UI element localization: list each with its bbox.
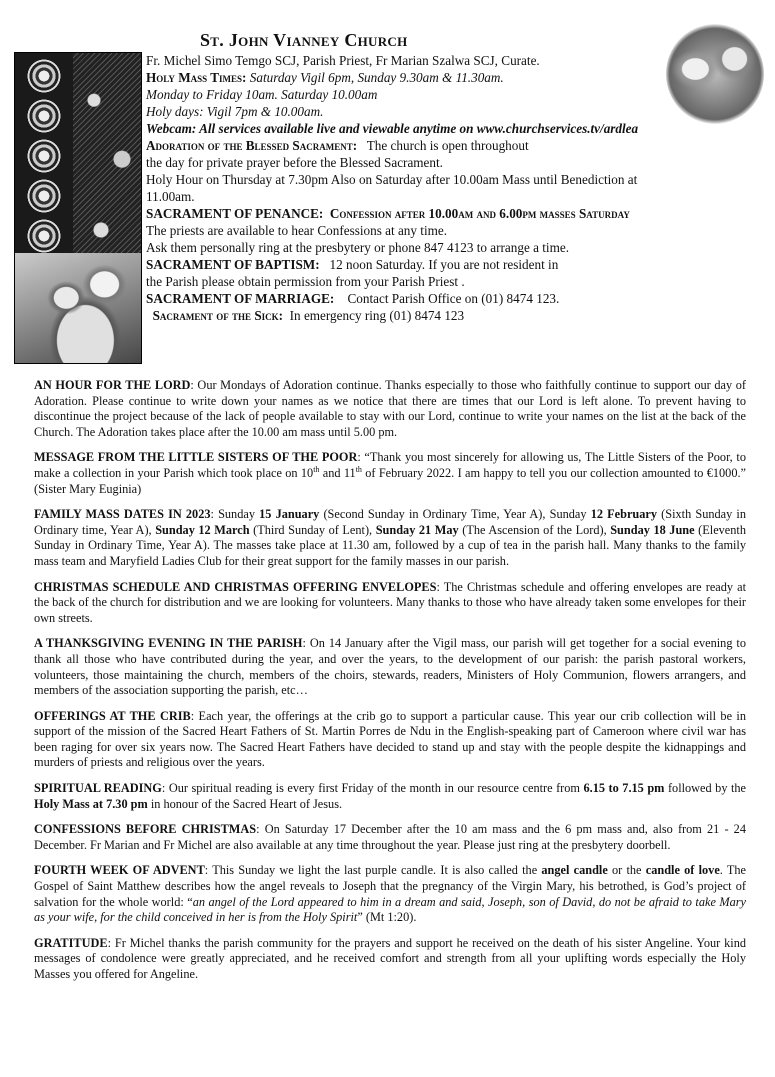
baptism-line — [146, 256, 766, 273]
adoration-label: Adoration of the Blessed Sacrament: — [146, 138, 358, 153]
penance-text-1: The priests are available to hear Confessions at any time. — [146, 223, 448, 238]
mass-times-line — [146, 69, 766, 86]
superscript: th — [313, 464, 320, 474]
mass-date: Sunday 18 June — [610, 522, 695, 537]
notice-spiritual-reading — [34, 781, 746, 812]
notice-text: : On 14 January after the Vigil mass, our parish will get together for a social evening to thank all those who have contributed during the year, and over the years, to the development of our parish: the parish pastoral workers, volunteers, those maintaining the church, members of the choirs, stewards, readers, Ministers of Holy Communion, flowers arrangers, and members of the association supporting the parish, etc… — [34, 636, 746, 698]
mass-times-weekday: Monday to Friday 10am. Saturday 10.00am — [146, 87, 378, 102]
ornamental-border-illustration — [14, 52, 142, 364]
notice-text: : On Saturday 17 December after the 10 am mass and the 6 pm mass and, also from 21 - 24 December. Fr Marian and Fr Michel are also available at any time throughout the year. Please just ring at the presbytery doorbell. — [34, 822, 746, 852]
mass-date: Sunday 21 May — [375, 522, 459, 537]
notice-text: : Each year, the offerings at the crib go to support a particular cause. This year our crib collection will be in support of the mission of the Sacred Heart Fathers of St. Martin Porres de Ndu in the English-speaking part of Cameroon where civil war has been raging for over six years now. The Sacred Heart Fathers have decided to stand up and stay with the people despite the kidnappings and murders of priests and religious over the years. — [34, 708, 747, 770]
notice-text: . The Gospel of Saint Matthew describes how the angel reveals to Joseph that the pregnancy of the Virgin Mary, his betrothed, is God’s project of salvation for the whole world: “ — [34, 863, 746, 909]
notice-heading: CHRISTMAS SCHEDULE AND CHRISTMAS OFFERING ENVELOPES — [34, 579, 437, 594]
notice-text: in honour of the Sacred Heart of Jesus. — [147, 796, 343, 811]
superscript: th — [355, 464, 362, 474]
mass-date: Sunday 12 March — [155, 522, 250, 537]
reading-time: 6.15 to 7.15 pm — [583, 781, 665, 796]
baptism-text-2: the Parish please obtain permission from your Parish Priest . — [146, 274, 465, 289]
notice-text: of February 2022. I am happy to tell you our collection amounted to €1000.” (Sister Mary Euginia) — [34, 465, 746, 496]
medallion-icon — [27, 179, 61, 213]
notice-christmas-schedule — [34, 580, 746, 627]
notice-text: (The Ascension of the Lord), — [458, 522, 611, 537]
notice-confessions — [34, 822, 746, 853]
holy-hour-line: Holy Hour on Thursday at 7.30pm Also on Saturday after 10.00am Mass until Benediction at — [146, 172, 638, 187]
holy-hour-line-2: 11.00am. — [146, 189, 195, 204]
notice-text: : The Christmas schedule and offering envelopes are ready at the back of the church for distribution and we are looking for volunteers. Many thanks to those who have already taken some envelopes for their own streets. — [34, 579, 747, 625]
notice-family-mass — [34, 507, 746, 569]
medallion-icon — [27, 59, 61, 93]
notice-thanksgiving-evening — [34, 636, 746, 698]
pieta-illustration — [15, 253, 142, 364]
notice-text: (Sixth Sunday in Ordinary time, Year A), — [34, 507, 746, 537]
notice-text: : “Thank you most sincerely for allowing us, The Little Sisters of the Poor, to make a collection in your Parish which took place on 10 — [34, 450, 746, 480]
penance-text-2: Ask them personally ring at the presbytery or phone 847 4123 to arrange a time. — [146, 240, 569, 255]
medallion-icon — [27, 139, 61, 173]
mass-times-weekend: Saturday Vigil 6pm, Sunday 9.30am & 11.30am. — [249, 70, 504, 85]
notice-text: : Our Mondays of Adoration continue. Thanks especially to those who faithfully continue to support our day of Adoration. Please continue to write down your names as we notice that there are times that our Lord is left alone. To prevent having to discontinue the project because of the lack of people available to stay with our Lord, continue to write your names on the list at the back of the Church. The Adoration takes place after the 10.00 am mass until 5.00 pm. — [34, 378, 746, 439]
notice-heading: FOURTH WEEK OF ADVENT — [34, 863, 205, 878]
mass-date: 12 February — [590, 507, 657, 522]
medallion-icon — [27, 219, 61, 253]
notice-heading: SPIRITUAL READING — [34, 781, 162, 796]
adoration-line — [146, 137, 766, 154]
notice-text: : Sunday — [210, 507, 260, 522]
notice-heading: FAMILY MASS DATES IN 2023 — [34, 507, 211, 522]
baptism-text: 12 noon Saturday. If you are not resident in — [329, 257, 559, 272]
notice-text: and 11 — [319, 465, 356, 480]
notice-text: : Fr Michel thanks the parish community for the prayers and support he received on the death of his sister Angeline. Your kind messages of condolence were greatly appreciated, and he received comfort and strength from all your uplifting words especially the Holy Masses you offered for Angeline. — [34, 935, 746, 981]
notice-text: : Our spiritual reading is every first Friday of the month in our resource centre from — [161, 781, 584, 796]
notice-heading: GRATITUDE — [34, 935, 108, 950]
notice-text: or the — [607, 863, 646, 878]
notice-text: : This Sunday we light the last purple candle. It is also called the — [204, 863, 542, 878]
adoration-line-2: the day for private prayer before the Blessed Sacrament. — [146, 155, 443, 170]
penance-label: SACRAMENT OF PENANCE: — [146, 206, 324, 221]
notice-heading: OFFERINGS AT THE CRIB — [34, 708, 191, 723]
adoration-text: The church is open throughout — [366, 138, 529, 153]
notice-gratitude — [34, 936, 746, 983]
notice-text: (Third Sunday of Lent), — [249, 522, 376, 537]
mass-times-label: Holy Mass Times: — [146, 70, 247, 85]
notice-text: ” (Mt 1:20). — [357, 910, 417, 925]
notice-little-sisters — [34, 450, 746, 497]
baptism-label: SACRAMENT OF BAPTISM: — [146, 257, 320, 272]
webcam-line: Webcam: All services available live and viewable anytime on www.churchservices.tv/ardlea — [146, 121, 639, 136]
notices — [34, 378, 746, 993]
marriage-label: SACRAMENT OF MARRIAGE: — [146, 291, 335, 306]
marriage-line — [146, 290, 766, 307]
notice-heading: MESSAGE FROM THE LITTLE SISTERS OF THE POOR — [34, 450, 358, 465]
emphasis: angel candle — [541, 863, 608, 878]
notice-advent — [34, 863, 746, 925]
sick-line — [146, 307, 766, 324]
clergy-line: Fr. Michel Simo Temgo SCJ, Parish Priest, Fr Marian Szalwa SCJ, Curate. — [146, 53, 540, 68]
emphasis: candle of love — [645, 863, 720, 878]
notice-text: (Second Sunday in Ordinary Time, Year A), Sunday — [319, 507, 591, 522]
mass-time: Holy Mass at 7.30 pm — [34, 796, 148, 811]
scripture-quote: an angel of the Lord appeared to him in a dream and said, Joseph, son of David, do not be afraid to take Mary as your wife, for the child conceived in her is from the Holy Spirit — [34, 894, 746, 925]
penance-times: Confession after 10.00am and 6.00pm masses Saturday — [329, 206, 630, 221]
notice-heading: AN HOUR FOR THE LORD — [34, 378, 191, 392]
parish-info — [146, 52, 766, 324]
sick-text: In emergency ring (01) 8474 123 — [289, 308, 465, 323]
medallion-icon — [27, 99, 61, 133]
marriage-text: Contact Parish Office on (01) 8474 123. — [347, 291, 560, 306]
notice-hour-for-the-lord — [34, 378, 746, 440]
notice-crib-offerings — [34, 709, 746, 771]
mass-times-holydays: Holy days: Vigil 7pm & 10.00am. — [146, 104, 324, 119]
church-title: St. John Vianney Church — [200, 30, 408, 50]
notice-text: (Eleventh Sunday in Ordinary Time, Year A). The masses take place at 11.30 am, followed by a cup of tea in the parish hall. Many thanks to the family mass team and Maryfield Ladies Club for their great support for the family masses in our parish. — [34, 522, 746, 568]
mass-date: 15 January — [259, 507, 320, 522]
notice-text: followed by the — [664, 781, 747, 796]
sick-label: Sacrament of the Sick: — [152, 308, 284, 323]
notice-heading: CONFESSIONS BEFORE CHRISTMAS — [34, 822, 257, 837]
penance-line — [146, 205, 766, 222]
notice-heading: A THANKSGIVING EVENING IN THE PARISH — [34, 636, 303, 651]
